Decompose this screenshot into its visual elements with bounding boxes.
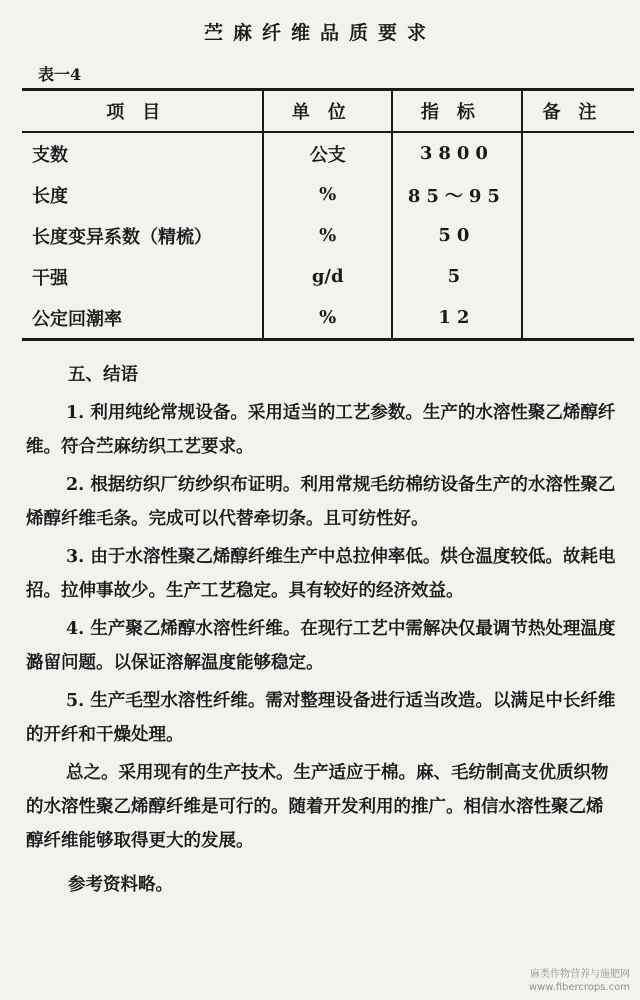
table-label: 表一4 [38,65,82,84]
header-remarks: 备注 [522,90,634,133]
paragraph-5: 5. 生产毛型水溶性纤维。需对整理设备进行适当改造。以满足中长纤维的开纤和干燥处理。 [26,691,616,745]
paragraph-4: 4. 生产聚乙烯醇水溶性纤维。在现行工艺中需解决仅最调节热处理温度潞留问题。以保证溶解温度能够稳定。 [26,619,616,673]
table-cell: 公支 [263,132,392,174]
table-cell [522,256,634,297]
table-cell: 长度变异系数（精梳） [32,226,212,248]
table-cell: g/d [263,256,392,297]
table-cell: 长度 [32,185,68,207]
watermark-line-1: 麻类作物营养与施肥网 [530,969,630,980]
table-row [22,132,634,174]
table-cell [522,174,634,215]
header-unit: 单位 [263,90,392,133]
paragraph-3: 3. 由于水溶性聚乙烯醇纤维生产中总拉伸率低。烘仓温度较低。故耗电招。拉伸事故少。生产工艺稳定。具有较好的经济效益。 [26,547,616,601]
table-cell: 50 [392,215,522,256]
table-row [22,174,634,215]
table-cell: 公定回潮率 [22,297,263,340]
table-cell: % [263,174,392,215]
table-cell: 干强 [32,267,68,289]
table-cell [522,215,634,256]
table-cell [522,297,634,340]
table-cell: % [263,215,392,256]
table-row [22,215,634,256]
header-item: 项目 [22,90,263,133]
site-watermark [529,968,630,994]
conclusion-section [26,358,616,902]
summary-paragraph: 总之。采用现有的生产技术。生产适应于棉。麻、毛纺制高支优质织物的水溶性聚乙烯醇纤维是可行的。随着开发利用的推广。相信水溶性聚乙烯醇纤维能够取得更大的发展。 [26,763,609,851]
table-row [22,256,634,297]
references-note: 参考资料略。 [68,875,173,895]
header-indicator: 指标 [392,90,522,133]
document-title: 苎麻纤维品质要求 [203,22,436,44]
paragraph-1: 1. 利用纯纶常规设备。采用适当的工艺参数。生产的水溶性聚乙烯醇纤维。符合苎麻纺织工艺要求。 [26,403,616,457]
table-cell: 支数 [32,144,68,166]
table-cell: 12 [392,297,522,340]
table-cell: % [263,297,392,340]
table-row [22,297,634,340]
table-cell: 85～95 [392,174,522,215]
table-cell: 3800 [392,132,522,174]
table-cell [522,132,634,174]
watermark-line-2: www.fibercrops.com [528,982,630,993]
quality-spec-table [22,88,634,341]
section-heading: 五、结语 [68,365,138,385]
table-cell: 5 [392,256,522,297]
table-header-row [22,90,634,133]
paragraph-2: 2. 根据纺织厂纺纱织布证明。利用常规毛纺棉纺设备生产的水溶性聚乙烯醇纤维毛条。完成可以代替牵切条。且可纺性好。 [26,475,616,529]
